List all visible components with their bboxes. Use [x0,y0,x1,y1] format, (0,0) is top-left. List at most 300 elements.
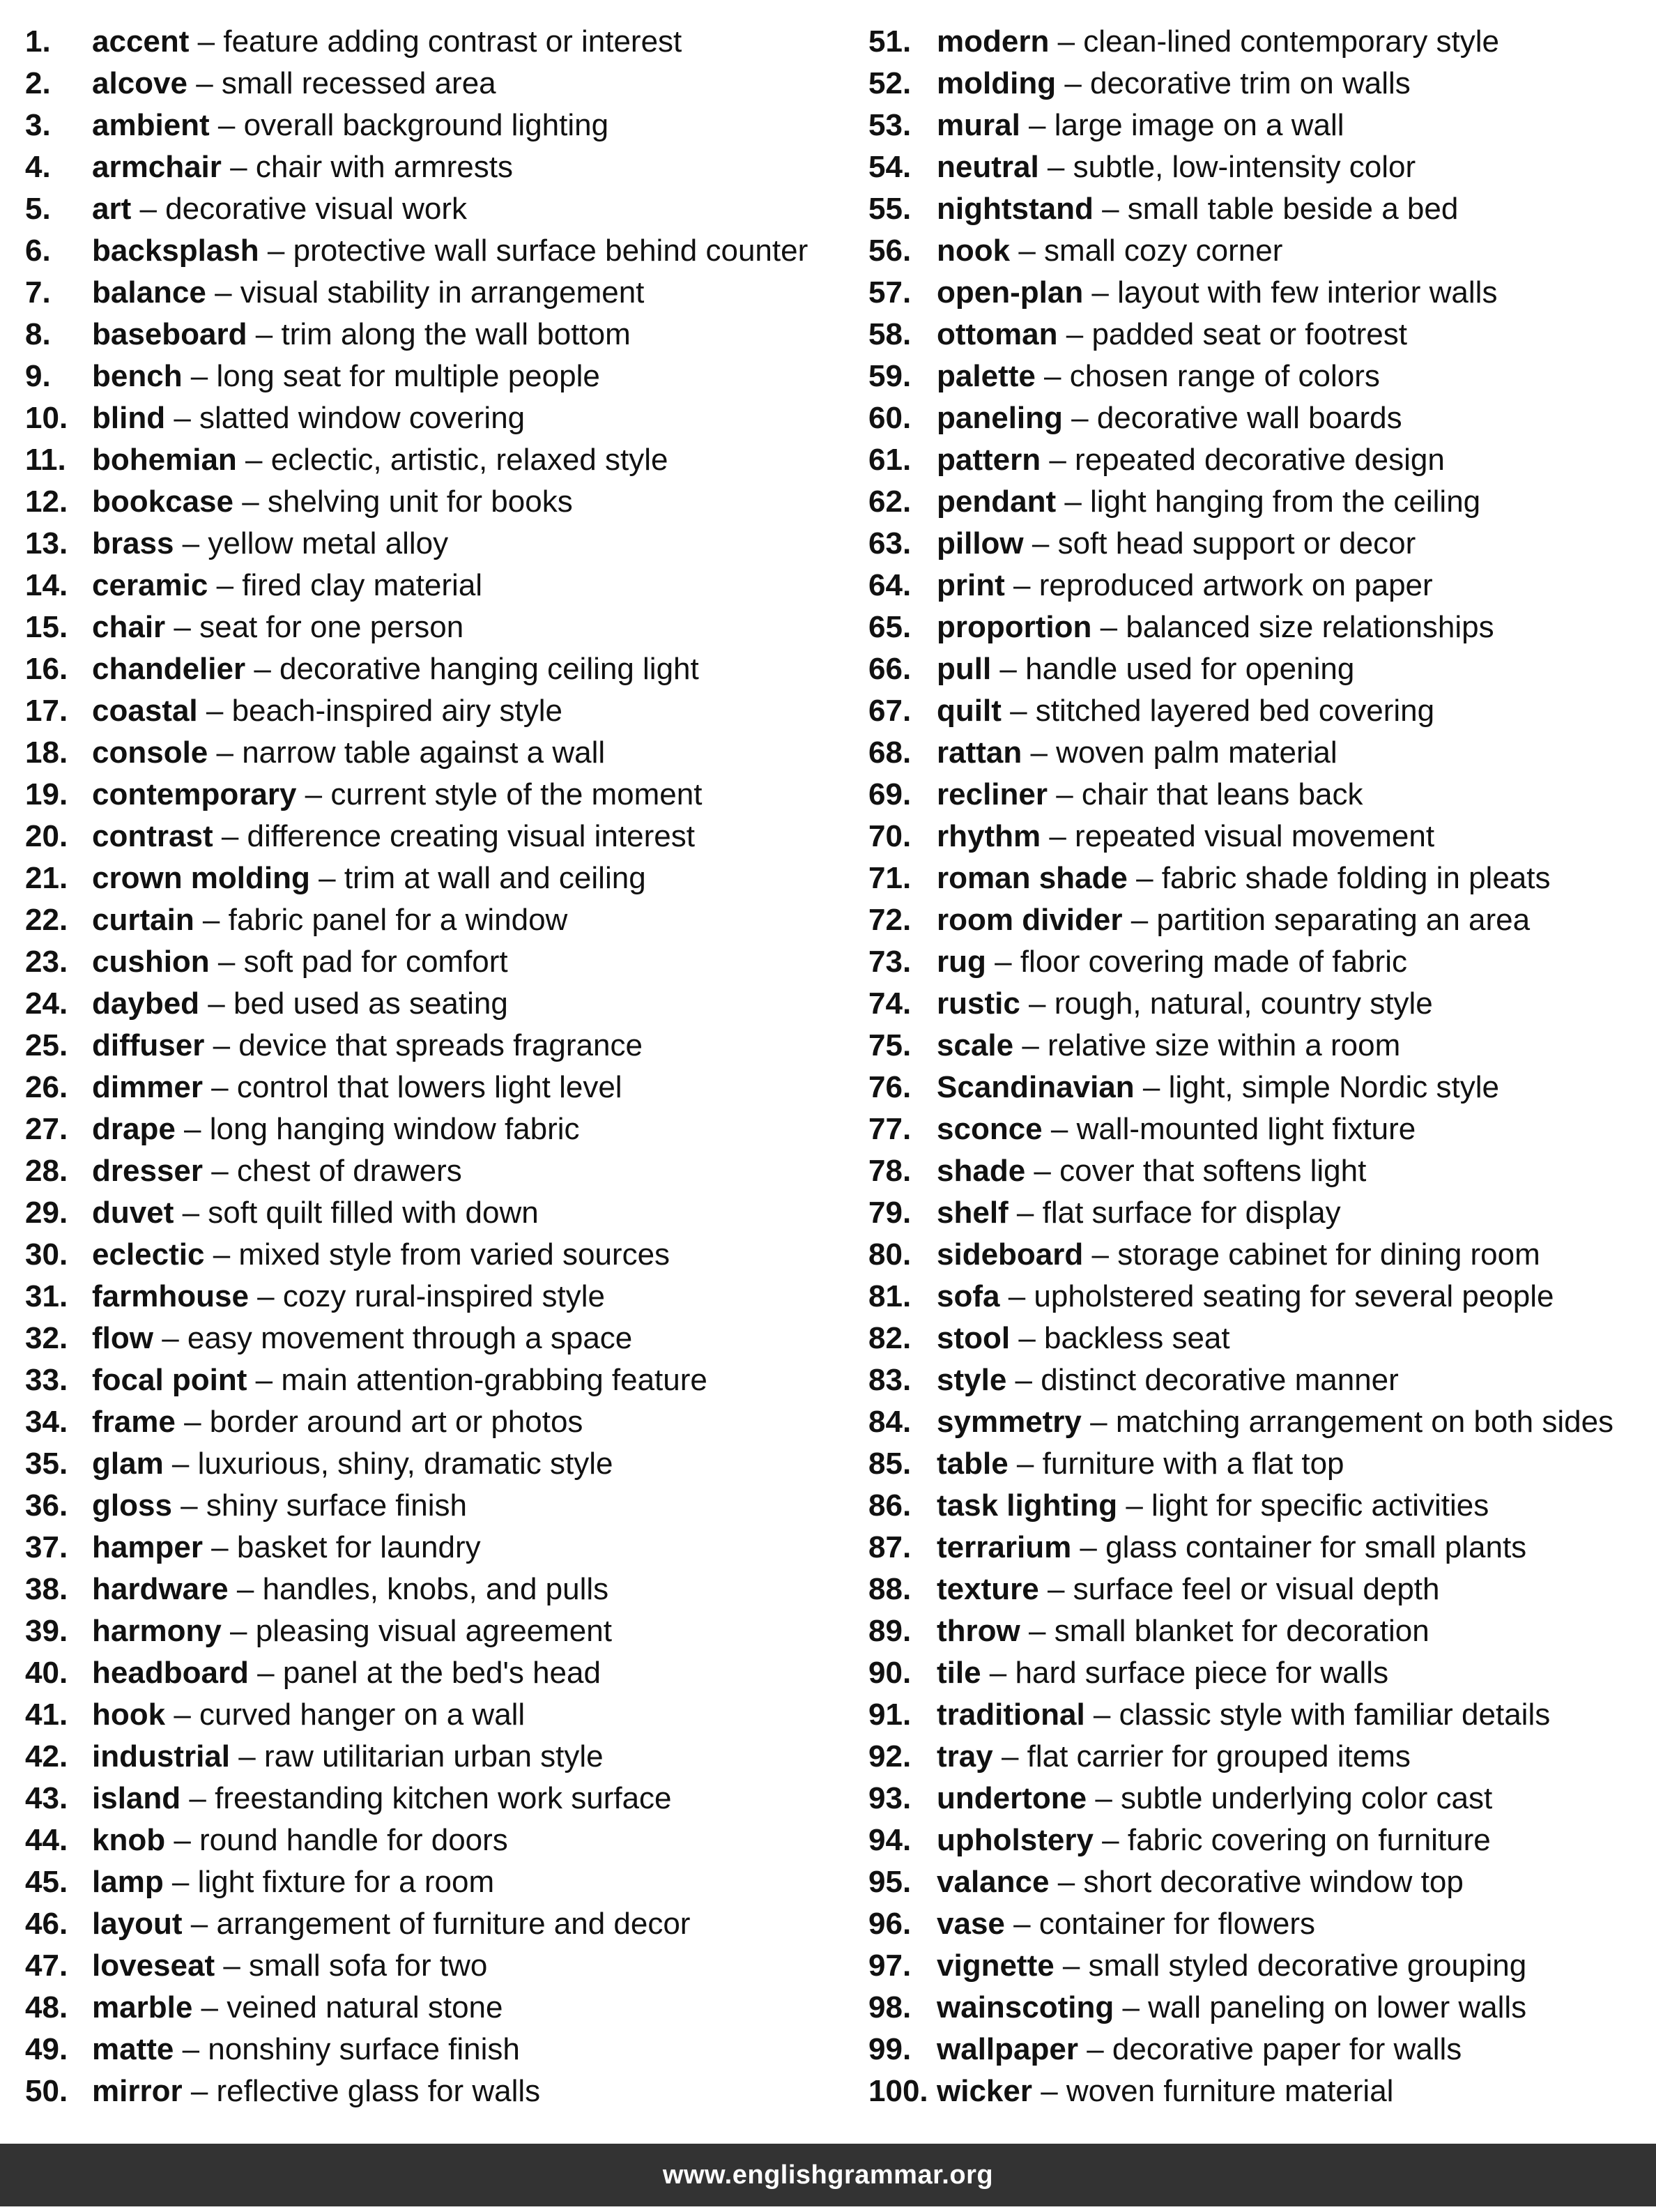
entry-separator: – [230,1739,264,1774]
entry-term: eclectic [92,1237,205,1272]
entry-number: 46. [25,1907,68,1941]
entry-separator: – [986,945,1020,979]
entry-term: vignette [937,1948,1055,1983]
vocab-entry [25,565,848,607]
vocab-entry [868,1820,1649,1861]
vocab-entry [25,941,848,983]
vocab-entry [25,230,848,272]
entry-term: curtain [92,903,194,937]
entry-term: mural [937,108,1020,142]
vocab-entry [868,1443,1649,1485]
entry-definition: small styled decorative grouping [1088,1948,1527,1983]
entry-number: 78. [868,1154,912,1188]
entry-definition: hard surface piece for walls [1015,1656,1389,1690]
entry-definition: reproduced artwork on paper [1038,568,1433,602]
entry-definition: border around art or photos [209,1405,583,1439]
entry-separator: – [992,1739,1027,1774]
entry-definition: control that lowers light level [236,1070,622,1104]
vocab-entry [868,21,1649,63]
entry-definition: backless seat [1044,1321,1230,1355]
entry-number: 82. [868,1321,912,1355]
vocab-entry [25,1569,848,1610]
entry-definition: handles, knobs, and pulls [262,1572,609,1606]
entry-number: 8. [25,317,51,351]
entry-definition: easy movement through a space [187,1321,633,1355]
entry-term: hardware [92,1572,229,1606]
entry-number: 10. [25,401,68,435]
entry-number: 43. [25,1781,68,1815]
entry-number: 7. [25,275,51,310]
entry-separator: – [187,66,222,100]
entry-number: 58. [868,317,912,351]
vocab-entry [25,857,848,899]
vocab-entry [25,1443,848,1485]
entry-separator: – [1001,694,1036,728]
entry-number: 89. [868,1614,912,1648]
entry-definition: panel at the bed's head [282,1656,601,1690]
entry-term: ambient [92,108,210,142]
entry-number: 16. [25,652,68,686]
entry-separator: – [1041,819,1075,853]
vocab-entry [868,1276,1649,1318]
entry-term: matte [92,2032,174,2066]
entry-number: 49. [25,2032,68,2066]
entry-separator: – [1035,359,1070,393]
entry-separator: – [153,1321,187,1355]
entry-definition: subtle underlying color cast [1121,1781,1493,1815]
entry-definition: surface feel or visual depth [1073,1572,1440,1606]
entry-number: 20. [25,819,68,853]
entry-separator: – [1083,1237,1118,1272]
entry-separator: – [202,1070,237,1104]
entry-separator: – [245,652,280,686]
entry-number: 30. [25,1237,68,1272]
entry-number: 13. [25,526,68,560]
entry-term: rhythm [937,819,1041,853]
entry-separator: – [174,526,208,560]
vocab-entry [25,732,848,774]
entry-term: gloss [92,1488,172,1523]
entry-term: proportion [937,610,1092,644]
entry-term: sideboard [937,1237,1084,1272]
entry-definition: decorative paper for walls [1112,2032,1462,2066]
entry-definition: small recessed area [221,66,496,100]
entry-number: 37. [25,1530,68,1564]
vocabulary-list [0,21,1656,2112]
vocab-entry [868,857,1649,899]
vocab-entry [25,1150,848,1192]
entry-number: 26. [25,1070,68,1104]
entry-definition: layout with few interior walls [1117,275,1498,310]
entry-separator: – [182,359,217,393]
entry-definition: partition separating an area [1156,903,1531,937]
entry-term: contemporary [92,777,297,811]
vocab-entry [25,1652,848,1694]
entry-term: drape [92,1112,176,1146]
vocab-entry [868,439,1649,481]
entry-number: 83. [868,1363,912,1397]
entry-definition: chair with armrests [255,150,513,184]
entry-number: 92. [868,1739,912,1774]
entry-separator: – [209,108,244,142]
entry-separator: – [1038,150,1073,184]
vocab-entry [25,1527,848,1569]
entry-separator: – [228,1572,263,1606]
vocab-entry [25,2029,848,2070]
vocab-entry [868,1359,1649,1401]
entry-separator: – [1020,1614,1055,1648]
entry-separator: – [1087,1781,1121,1815]
entry-term: hamper [92,1530,203,1564]
entry-separator: – [1022,735,1057,770]
entry-definition: furniture with a flat top [1042,1447,1344,1481]
entry-term: print [937,568,1005,602]
entry-definition: shelving unit for books [267,485,573,519]
entry-separator: – [247,317,282,351]
vocab-entry [868,1527,1649,1569]
entry-number: 87. [868,1530,912,1564]
entry-term: pull [937,652,992,686]
entry-term: recliner [937,777,1048,811]
vocab-entry [868,648,1649,690]
entry-separator: – [197,694,232,728]
entry-term: tile [937,1656,981,1690]
vocab-entry [868,105,1649,146]
entry-definition: decorative hanging ceiling light [279,652,699,686]
entry-number: 2. [25,66,51,100]
entry-term: coastal [92,694,198,728]
entry-separator: – [175,1405,210,1439]
entry-number: 62. [868,485,912,519]
vocab-entry [868,1192,1649,1234]
entry-separator: – [202,1530,237,1564]
entry-number: 51. [868,24,912,59]
entry-separator: – [1093,1823,1128,1857]
entry-definition: cozy rural-inspired style [282,1279,606,1313]
entry-separator: – [1127,861,1162,895]
entry-term: balance [92,275,206,310]
entry-term: rustic [937,986,1020,1021]
vocab-entry [868,481,1649,523]
vocab-entry [25,1276,848,1318]
entry-number: 18. [25,735,68,770]
entry-definition: trim along the wall bottom [281,317,631,351]
entry-definition: decorative trim on walls [1090,66,1411,100]
entry-term: task lighting [937,1488,1118,1523]
vocab-entry [25,188,848,230]
entry-number: 71. [868,861,912,895]
entry-separator: – [296,777,331,811]
entry-number: 67. [868,694,912,728]
vocab-entry [25,314,848,356]
vocab-entry [868,2070,1649,2112]
entry-definition: arrangement of furniture and decor [216,1907,691,1941]
entry-separator: – [1010,1321,1045,1355]
entry-number: 56. [868,234,912,268]
entry-definition: long hanging window fabric [209,1112,580,1146]
entry-number: 27. [25,1112,68,1146]
entry-separator: – [1038,1572,1073,1606]
entry-number: 70. [868,819,912,853]
entry-number: 74. [868,986,912,1021]
entry-term: focal point [92,1363,247,1397]
entry-number: 84. [868,1405,912,1439]
entry-definition: subtle, low-intensity color [1073,150,1416,184]
entry-term: backsplash [92,234,259,268]
entry-separator: – [165,401,200,435]
entry-term: room divider [937,903,1123,937]
entry-definition: decorative wall boards [1096,401,1402,435]
entry-separator: – [1004,568,1039,602]
entry-number: 77. [868,1112,912,1146]
entry-number: 65. [868,610,912,644]
vocab-entry [25,983,848,1025]
entry-number: 86. [868,1488,912,1523]
entry-term: table [937,1447,1009,1481]
entry-definition: shiny surface finish [206,1488,468,1523]
entry-separator: – [248,1279,283,1313]
vocab-entry [25,1359,848,1401]
entry-term: daybed [92,986,200,1021]
entry-term: vase [937,1907,1005,1941]
entry-term: undertone [937,1781,1087,1815]
entry-separator: – [209,945,244,979]
vocab-entry [868,146,1649,188]
entry-definition: yellow metal alloy [208,526,449,560]
entry-term: marble [92,1990,193,2024]
entry-term: chair [92,610,166,644]
vocab-entry [25,1067,848,1108]
entry-term: dresser [92,1154,204,1188]
entry-number: 95. [868,1865,912,1899]
vocab-entry [25,21,848,63]
entry-definition: light fixture for a room [197,1865,495,1899]
entry-definition: matching arrangement on both sides [1115,1405,1614,1439]
entry-definition: short decorative window top [1083,1865,1464,1899]
footer-bar [0,2144,1656,2206]
entry-separator: – [1004,1907,1039,1941]
entry-term: quilt [937,694,1002,728]
entry-number: 12. [25,485,68,519]
vocab-entry [25,1820,848,1861]
entry-separator: – [181,1781,215,1815]
entry-term: loveseat [92,1948,215,1983]
entry-separator: – [165,1698,200,1732]
entry-separator: – [203,1154,237,1188]
entry-term: headboard [92,1656,249,1690]
entry-separator: – [1062,401,1097,435]
entry-separator: – [1025,1154,1060,1188]
vocab-entry [868,1610,1649,1652]
entry-definition: fabric panel for a window [228,903,568,937]
entry-separator: – [999,1279,1034,1313]
vocab-entry [25,397,848,439]
entry-number: 6. [25,234,51,268]
entry-term: ceramic [92,568,208,602]
entry-number: 22. [25,903,68,937]
entry-separator: – [1049,24,1084,59]
entry-number: 33. [25,1363,68,1397]
entry-number: 4. [25,150,51,184]
vocab-entry [868,188,1649,230]
entry-separator: – [208,568,243,602]
entry-separator: – [189,24,224,59]
vocab-entry [25,63,848,105]
entry-term: contrast [92,819,213,853]
entry-number: 39. [25,1614,68,1648]
entry-number: 75. [868,1028,912,1062]
entry-separator: – [163,1447,198,1481]
entry-number: 17. [25,694,68,728]
entry-separator: – [1010,234,1045,268]
entry-separator: – [236,443,271,477]
entry-term: shelf [937,1196,1009,1230]
entry-definition: cover that softens light [1059,1154,1367,1188]
vocab-entry [868,1987,1649,2029]
entry-term: sofa [937,1279,1000,1313]
entry-number: 9. [25,359,51,393]
entry-number: 57. [868,275,912,310]
entry-term: rug [937,945,986,979]
entry-number: 99. [868,2032,912,2066]
vocab-entry [25,1736,848,1778]
entry-separator: – [182,1907,217,1941]
entry-number: 23. [25,945,68,979]
vocab-entry [868,690,1649,732]
entry-number: 59. [868,359,912,393]
entry-term: alcove [92,66,187,100]
entry-term: flow [92,1321,153,1355]
entry-term: harmony [92,1614,222,1648]
entry-separator: – [1008,1196,1043,1230]
vocab-entry [868,272,1649,314]
left-column [25,21,848,2112]
entry-term: dimmer [92,1070,203,1104]
entry-separator: – [1008,1447,1043,1481]
vocab-entry [868,1025,1649,1067]
entry-separator: – [1091,610,1126,644]
entry-separator: – [1057,317,1092,351]
entry-term: bohemian [92,443,237,477]
entry-definition: chosen range of colors [1069,359,1380,393]
entry-term: stool [937,1321,1011,1355]
entry-number: 21. [25,861,68,895]
entry-separator: – [1084,1698,1119,1732]
entry-definition: chair that leans back [1081,777,1363,811]
entry-definition: light hanging from the ceiling [1090,485,1481,519]
vocab-entry [868,1234,1649,1276]
entry-definition: handle used for opening [1025,652,1355,686]
entry-separator: – [1049,1865,1084,1899]
entry-number: 36. [25,1488,68,1523]
entry-term: glam [92,1447,164,1481]
vocab-entry [868,356,1649,397]
entry-separator: – [233,485,268,519]
entry-term: farmhouse [92,1279,249,1313]
entry-definition: freestanding kitchen work surface [215,1781,672,1815]
entry-separator: – [204,1028,239,1062]
vocab-entry [868,941,1649,983]
entry-term: chandelier [92,652,246,686]
entry-definition: luxurious, shiny, dramatic style [197,1447,613,1481]
entry-term: duvet [92,1196,174,1230]
entry-term: bookcase [92,485,233,519]
vocab-entry [25,1234,848,1276]
entry-separator: – [1056,485,1091,519]
entry-number: 76. [868,1070,912,1104]
vocab-entry [868,1736,1649,1778]
entry-definition: small table beside a bed [1127,192,1459,226]
entry-separator: – [165,610,200,644]
entry-number: 19. [25,777,68,811]
entry-definition: trim at wall and ceiling [344,861,646,895]
vocab-entry [25,607,848,648]
entry-separator: – [1056,66,1091,100]
entry-number: 24. [25,986,68,1021]
entry-definition: light, simple Nordic style [1168,1070,1499,1104]
entry-separator: – [1006,1363,1041,1397]
vocab-entry [25,1401,848,1443]
entry-number: 14. [25,568,68,602]
vocab-entry [868,1108,1649,1150]
entry-definition: soft pad for comfort [243,945,508,979]
entry-term: console [92,735,208,770]
entry-term: ottoman [937,317,1058,351]
entry-number: 52. [868,66,912,100]
entry-definition: large image on a wall [1054,108,1344,142]
vocab-entry [868,1569,1649,1610]
entry-separator: – [131,192,166,226]
entry-term: crown molding [92,861,310,895]
entry-separator: – [1081,1405,1116,1439]
entry-number: 45. [25,1865,68,1899]
entry-term: valance [937,1865,1050,1899]
entry-definition: reflective glass for walls [216,2074,541,2108]
entry-number: 53. [868,108,912,142]
entry-number: 42. [25,1739,68,1774]
entry-definition: veined natural stone [227,1990,503,2024]
entry-term: traditional [937,1698,1085,1732]
entry-separator: – [247,1363,282,1397]
vocab-entry [868,1778,1649,1820]
entry-number: 11. [25,443,66,477]
entry-number: 61. [868,443,912,477]
entry-definition: current style of the moment [330,777,703,811]
entry-separator: – [208,735,243,770]
footer-website: www.englishgrammar.org [662,2160,994,2190]
entry-definition: flat carrier for grouped items [1027,1739,1411,1774]
vocab-entry [25,774,848,816]
entry-term: neutral [937,150,1039,184]
entry-definition: small cozy corner [1044,234,1283,268]
entry-number: 44. [25,1823,68,1857]
entry-separator: – [1020,986,1055,1021]
entry-definition: small blanket for decoration [1054,1614,1429,1648]
entry-number: 64. [868,568,912,602]
vocab-entry [868,899,1649,941]
entry-number: 97. [868,1948,912,1983]
entry-definition: feature adding contrast or interest [223,24,682,59]
entry-separator: – [221,150,256,184]
entry-definition: clean-lined contemporary style [1083,24,1500,59]
vocab-entry [868,607,1649,648]
entry-separator: – [1013,1028,1048,1062]
entry-term: mirror [92,2074,183,2108]
entry-definition: pleasing visual agreement [255,1614,612,1648]
entry-term: lamp [92,1865,164,1899]
entry-separator: – [215,1948,250,1983]
entry-term: brass [92,526,174,560]
